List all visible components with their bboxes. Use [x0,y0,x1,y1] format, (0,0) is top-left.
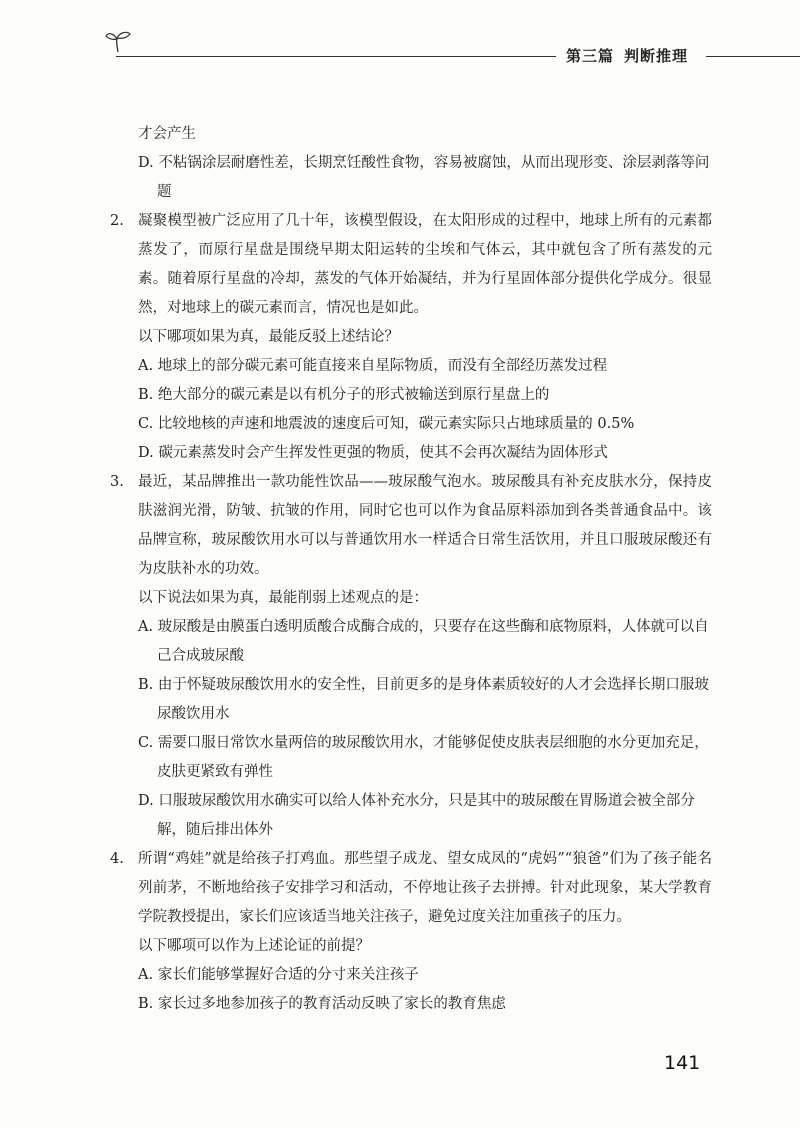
section-name: 判断推理 [624,47,689,65]
previous-question-fragment: 才会产生 [138,126,196,142]
question-2 [112,207,712,323]
question-number: 4. [110,851,124,867]
header-rule-left [116,56,556,57]
question-4 [112,845,712,932]
question-number: 3. [110,474,124,490]
question-3 [112,468,712,584]
option-b: B. 由于怀疑玻尿酸饮用水的安全性，目前更多的是身体素质较好的人才会选择长期口服玻尿酸饮用水 [138,677,709,722]
option-a: A. 家长们能够掌握好合适的分寸来关注孩子 [138,967,419,983]
option-c: C. 需要口服日常饮水量两倍的玻尿酸饮用水，才能够促使皮肤表层细胞的水分更加充足，皮肤更紧致有弹性 [138,735,709,780]
page-number: 141 [664,1052,701,1074]
question-stem: 所谓“鸡娃”就是给孩子打鸡血。那些望子成龙、望女成凤的“虎妈”“狼爸”们为了孩子能名列前茅，不断地给孩子安排学习和活动，不停地让孩子去拼搏。针对此现象，某大学教育学院教授提出，家长们应该适当地关注孩子，避免过度关注加重孩子的压力。 [138,851,712,925]
question-number: 2. [110,213,124,229]
section-part: 第三篇 [566,47,615,65]
previous-question-option-d: D. 不粘锅涂层耐磨性差，长期烹饪酸性食物，容易被腐蚀，从而出现形变、涂层剥落等问题 [138,155,710,200]
option-a: A. 玻尿酸是由膜蛋白透明质酸合成酶合成的，只要存在这些酶和底物原料，人体就可以自己合成玻尿酸 [138,619,709,664]
option-d: D. 碳元素蒸发时会产生挥发性更强的物质，使其不会再次凝结为固体形式 [138,445,608,461]
question-prompt: 以下哪项如果为真，最能反驳上述结论？ [138,329,399,345]
page-header [0,30,800,70]
question-prompt: 以下哪项可以作为上述论证的前提？ [138,938,370,954]
question-prompt: 以下说法如果为真，最能削弱上述观点的是： [138,590,428,606]
option-d: D. 口服玻尿酸饮用水确实可以给人体补充水分，只是其中的玻尿酸在胃肠道会被全部分解，随后排出体外 [138,793,695,838]
section-title [566,45,688,66]
option-b: B. 绝大部分的碳元素是以有机分子的形式被输送到原行星盘上的 [138,387,550,403]
option-b: B. 家长过多地参加孩子的教育活动反映了家长的教育焦虑 [138,996,506,1012]
sprout-icon [104,30,132,54]
header-rule-right [706,56,800,57]
option-a: A. 地球上的部分碳元素可能直接来自星际物质，而没有全部经历蒸发过程 [138,358,608,374]
question-stem: 最近，某品牌推出一款功能性饮品——玻尿酸气泡水。玻尿酸具有补充皮肤水分，保持皮肤滋润光滑，防皱、抗皱的作用，同时它也可以作为食品原料添加到各类普通食品中。该品牌宣称，玻尿酸饮用水可以与普通饮用水一样适合日常生活饮用，并且口服玻尿酸还有为皮肤补水的功效。 [138,474,712,577]
question-stem: 凝聚模型被广泛应用了几十年，该模型假设，在太阳形成的过程中，地球上所有的元素都蒸发了，而原行星盘是围绕早期太阳运转的尘埃和气体云，其中就包含了所有蒸发的元素。随着原行星盘的冷却，蒸发的气体开始凝结，并为行星固体部分提供化学成分。很显然，对地球上的碳元素而言，情况也是如此。 [138,213,712,316]
page-body [112,120,712,1019]
option-c: C. 比较地核的声速和地震波的速度后可知，碳元素实际只占地球质量的 0.5% [138,416,635,432]
